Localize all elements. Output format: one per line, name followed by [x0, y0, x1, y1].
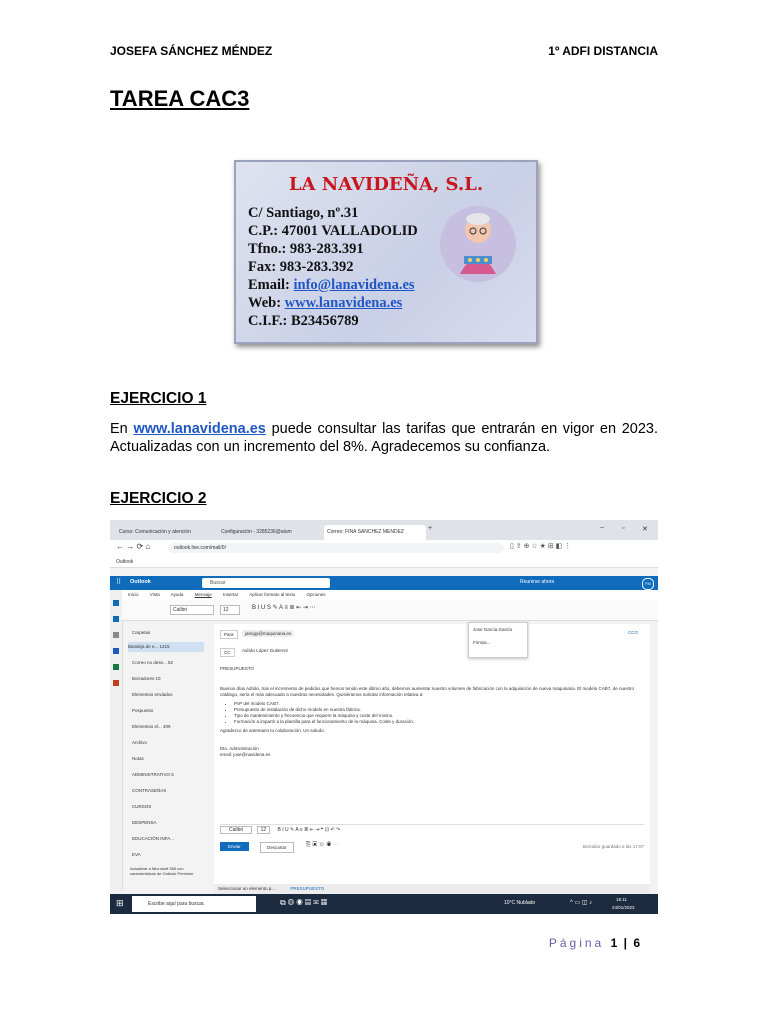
card-company: LA NAVIDEÑA, S.L.	[288, 174, 484, 195]
maximize-icon[interactable]: ▫	[622, 525, 625, 532]
email-bullet: • Tipo de mantenimiento y frecuencia que requiere la máquina y coste del mismo.	[234, 713, 640, 719]
email-bullet: • PvP del modelo CAB7.	[234, 701, 640, 707]
calendar-icon[interactable]	[113, 616, 119, 622]
ribbon-tab-formato[interactable]: Aplicar formato al texto	[249, 592, 296, 597]
bookmark-outlook[interactable]: Outlook	[110, 556, 658, 568]
email-greeting: Buenos días Adrián, tras el incremento de pedidos que hemos tenido este último año, debemos aumentar nuestro volumen de fabricación con la adquisición de nueva maquinaria. El modelo CAB7, de nuestro catálogo, sería el más adecuado a nuestras necesidades. Quisiéramos solicitar información relativa a:	[220, 686, 635, 697]
to-recipient[interactable]: jarlogy@maquinaria.es	[242, 630, 294, 637]
bottom-tab-presupuesto[interactable]: PRESUPUESTO	[290, 886, 325, 891]
windows-start-icon[interactable]: ⊞	[116, 898, 124, 908]
nav-arrows-icon[interactable]: ← → ⟳ ⌂	[116, 542, 151, 551]
app-rail	[110, 590, 123, 890]
email-signature-2: email: jose@navidena.es	[220, 752, 271, 757]
folder-item[interactable]: Archivo	[132, 740, 148, 745]
windows-taskbar	[110, 894, 658, 914]
footer-separator: |	[623, 936, 627, 950]
powerpoint-icon[interactable]	[113, 680, 119, 686]
card-email-link[interactable]: info@lanavidena.es	[293, 277, 415, 293]
folder-item[interactable]: Pospuesto	[132, 708, 154, 713]
email-bullet: • Presupuesto de instalación de dicho modelo en nuestra fábrica.	[234, 707, 640, 713]
ribbon-tab-opciones[interactable]: Opciones	[306, 592, 326, 597]
page-footer	[549, 936, 640, 950]
browser-tabbar	[110, 520, 658, 540]
exercise2-heading: EJERCICIO 2	[110, 490, 207, 507]
folder-item[interactable]: EDUCACIÓN INFA...	[132, 836, 175, 841]
weather-status[interactable]: 10°C Nublado	[504, 900, 536, 906]
ribbon-tab-insertar[interactable]: Insertar	[222, 592, 239, 597]
footer-page-label: Página	[548, 936, 605, 950]
card-web-line	[248, 294, 418, 312]
bottom-tabs	[214, 884, 650, 894]
page-title: TAREA CAC3	[110, 86, 250, 111]
card-postal: C.P.: 47001 VALLADOLID	[248, 223, 418, 239]
compose-pane	[214, 624, 650, 884]
signature-dropdown	[468, 622, 528, 658]
browser-tab-2[interactable]: Configuración - 3285236@alum	[221, 529, 292, 535]
font-name-select[interactable]: Calibri	[170, 605, 214, 615]
outlook-brand: Outlook	[130, 579, 151, 585]
card-web-link[interactable]: www.lanavidena.es	[284, 295, 403, 311]
bottom-font-select[interactable]: Calibri	[220, 826, 252, 834]
outlook-topbar	[110, 576, 658, 590]
card-cif: C.I.F.: B23456789	[248, 313, 359, 329]
new-tab-icon[interactable]: +	[428, 525, 433, 532]
bottom-size-select[interactable]: 12	[257, 826, 271, 834]
dropdown-item[interactable]: Jose García García	[473, 627, 513, 632]
bottom-format-icons[interactable]: B I U ✎ A ≡ ≣ ⇤ ⇥ ❝ ⊡ ↶ ↷	[277, 827, 341, 833]
folder-item[interactable]: Bandeja de e... 1215	[128, 642, 204, 652]
tray-icons[interactable]: ^ ▭ ◫ ♪	[570, 900, 593, 906]
browser-toolbar-icons[interactable]: ▯ ⇪ ⊕ ☆ ★ ⊞ ◧ ⋮	[510, 543, 572, 550]
clock-date: 24/01/2023	[612, 905, 635, 910]
dropdown-item[interactable]: Firmas...	[473, 640, 491, 645]
cc-recipient[interactable]: Adrián López Gutierrez	[242, 648, 289, 653]
format-tools-icons[interactable]: B I U S ✎ A ≡ ≣ ⇤ ⇥ ⋯	[252, 605, 316, 611]
url-field[interactable]: outlook.live.com/mail/0/	[168, 543, 504, 553]
browser-tab-3[interactable]: Correo: FINA SANCHEZ MENDEZ	[324, 525, 426, 540]
excel-icon[interactable]	[113, 664, 119, 670]
ribbon-tab-ayuda[interactable]: Ayuda	[170, 592, 184, 597]
folder-item[interactable]: Notas	[132, 756, 144, 761]
meet-now-button[interactable]: Reunirse ahora	[520, 579, 555, 585]
grandma-cook-illustration	[438, 204, 518, 284]
cco-button[interactable]: CCO	[628, 630, 638, 635]
business-card	[234, 160, 538, 344]
folder-item[interactable]: Elementos el... 409	[132, 724, 171, 729]
attach-icons[interactable]: ⎘ ▣ ☺ ◉ ⋯	[306, 842, 339, 848]
draft-saved-status: Borrador guardado a las 17:07	[582, 844, 644, 849]
bottom-tab-select[interactable]: Seleccionar un elemento p...	[218, 886, 276, 891]
card-phone: Tfno.: 983-283.391	[248, 241, 364, 257]
ribbon-tab-inicio[interactable]: Inicio	[128, 592, 139, 597]
bottom-format-toolbar	[220, 824, 644, 835]
app-launcher-icon[interactable]: ⠿	[116, 579, 122, 586]
email-thanks: Agradezco de antemano tu colaboración. Un saludo.	[220, 728, 325, 733]
search-input[interactable]: Buscar	[202, 578, 330, 588]
browser-tab-1[interactable]: Curso: Comunicación y atención	[119, 529, 191, 535]
card-web-label: Web:	[248, 295, 282, 311]
exercise1-link[interactable]: www.lanavidena.es	[133, 421, 266, 437]
folder-item[interactable]: CONTRASEÑAS	[132, 788, 167, 793]
people-icon[interactable]	[113, 632, 119, 638]
taskbar-apps-icons[interactable]: ⧉ ◍ ◉ ▤ ✉ ▦	[280, 898, 328, 907]
card-fax: Fax: 983-283.392	[248, 259, 354, 275]
card-email-label: Email:	[248, 277, 290, 293]
exercise1-paragraph	[110, 420, 658, 456]
folder-item[interactable]: Elementos enviados	[132, 692, 173, 697]
folder-item[interactable]: Borradores 10	[132, 676, 161, 681]
to-button[interactable]: Para	[220, 630, 238, 639]
exercise1-heading: EJERCICIO 1	[110, 390, 207, 407]
word-icon[interactable]	[113, 648, 119, 654]
card-address: C/ Santiago, nº.31	[248, 205, 359, 221]
folder-pane	[124, 624, 206, 890]
footer-total: 6	[633, 936, 640, 950]
folder-item[interactable]: EVA	[132, 852, 141, 857]
discard-button[interactable]: Descartar	[260, 842, 294, 853]
send-button[interactable]: Enviar	[220, 842, 249, 851]
exercise1-prefix: En	[110, 421, 128, 437]
subject-field[interactable]: PRESUPUESTO	[220, 666, 254, 671]
header-author: JOSEFA SÁNCHEZ MÉNDEZ	[110, 44, 273, 58]
outlook-screenshot	[110, 520, 658, 914]
cc-button[interactable]: CC	[220, 648, 235, 657]
avatar[interactable]: FM	[642, 578, 654, 590]
email-bullet: • Formación a impartir a la plantilla para el funcionamiento de la máquina. Coste y duración.	[234, 719, 640, 725]
minimize-icon[interactable]: −	[600, 525, 605, 532]
email-signature-1: Dto. Administración	[220, 746, 259, 751]
folder-item[interactable]: DESPENSA	[132, 820, 157, 825]
font-size-select[interactable]: 12	[220, 605, 240, 615]
taskbar-search[interactable]: Escribe aquí para buscar.	[132, 896, 256, 912]
folder-item[interactable]: CURSOS	[132, 804, 152, 809]
folders-header[interactable]: Carpetas	[132, 630, 151, 635]
header-course: 1º ADFI DISTANCIA	[548, 44, 658, 58]
address-bar	[110, 540, 658, 556]
card-details	[248, 204, 418, 330]
ribbon-tab-vista[interactable]: Vista	[149, 592, 160, 597]
footer-page-number: 1	[610, 936, 618, 950]
exercise1-body: puede consultar las tarifas que entrarán en vigor en 2023. Actualizadas con un incremento del 8%. Agradecemos su confianza.	[110, 421, 659, 455]
close-icon[interactable]: ✕	[642, 526, 648, 533]
ribbon-tab-mensaje[interactable]: Mensaje	[194, 592, 212, 597]
email-body[interactable]	[220, 686, 640, 758]
ribbon-toolbar	[122, 600, 658, 621]
card-email-line	[248, 276, 418, 294]
clock-time: 18:11	[616, 897, 627, 902]
folder-item[interactable]: Correo no dese... 52	[132, 660, 174, 665]
folder-item[interactable]: ADMINISTRATIVO 5	[132, 772, 174, 777]
ribbon-tabs	[122, 590, 658, 600]
mail-icon[interactable]	[113, 600, 119, 606]
upgrade-note[interactable]: Actualizar a Microsoft 365 con características de Outlook Premium	[130, 866, 194, 876]
